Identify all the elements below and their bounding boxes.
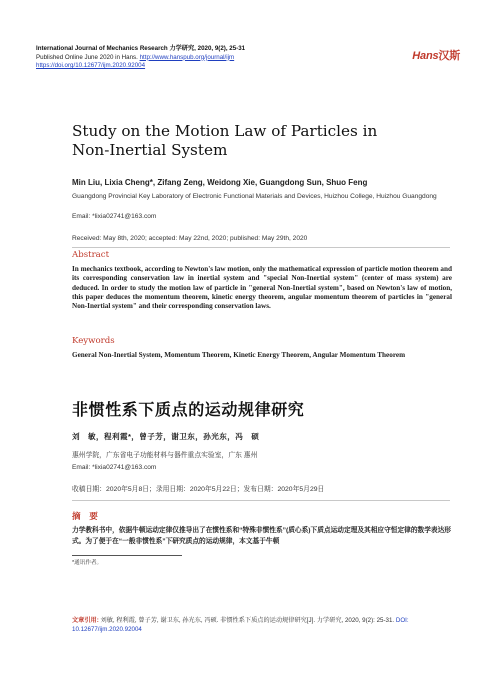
cn-title: 非惯性系下质点的运动规律研究	[72, 402, 305, 419]
keywords-text: General Non-Inertial System, Momentum Theorem, Kinetic Energy Theorem, Angular Momentum Theorem	[72, 351, 406, 359]
email: Email: *lixia02741@163.com	[72, 213, 157, 220]
logo-text: Hans	[412, 50, 439, 62]
journal-url-link[interactable]: http://www.hanspub.org/journal/ijm	[139, 53, 235, 61]
divider	[72, 247, 450, 248]
received-dates: Received: May 8th, 2020; accepted: May 22nd, 2020; published: May 29th, 2020	[72, 235, 308, 242]
title-line-2: Non-Inertial System	[72, 141, 228, 159]
affiliation: Guangdong Provincial Key Laboratory of Electronic Functional Materials and Devices, Huizhou College, Huizhou Guangdong	[72, 193, 437, 200]
footnote-divider	[72, 555, 182, 556]
paper-title	[72, 122, 452, 160]
citation-label: 文章引用:	[72, 617, 99, 624]
cn-abstract-text: 力学教科书中，依据牛顿运动定律仅推导出了在惯性系和“特殊非惯性系”(质心系)下质点运动定理及其相应守恒定律的数学表达形式。为了便于在“一般非惯性系”下研究质点的运动规律，本文基于牛顿	[72, 527, 451, 545]
doi-link[interactable]: https://doi.org/10.12677/ijm.2020.92004	[36, 62, 146, 70]
citation-text: 刘敏, 程利霞, 曾子芳, 谢卫东, 孙光东, 冯硕. 非惯性系下质点的运动规律研究[J]. 力学研究, 2020, 9(2): 25-31.	[100, 617, 395, 624]
logo-cn-text: 汉斯	[438, 50, 460, 62]
authors: Min Liu, Lixia Cheng*, Zifang Zeng, Weidong Xie, Guangdong Sun, Shuo Feng	[72, 178, 368, 187]
abstract-heading: Abstract	[72, 250, 110, 260]
footnote: *通讯作者。	[72, 560, 103, 566]
journal-header	[36, 45, 439, 71]
cn-abstract-heading: 摘 要	[72, 512, 98, 522]
cn-dates: 收稿日期：2020年5月8日；录用日期：2020年5月22日；发布日期：2020年5月29日	[72, 486, 325, 493]
cn-authors: 刘 敏，程利霞*，曾子芳，谢卫东，孙光东，冯 硕	[72, 432, 260, 441]
citation	[72, 617, 457, 634]
cn-divider	[72, 500, 450, 501]
cn-email: Email: *lixia02741@163.com	[72, 464, 157, 471]
journal-name: International Journal of Mechanics Research	[36, 45, 168, 52]
keywords-heading: Keywords	[72, 336, 115, 346]
journal-cn-info: 力学研究, 2020, 9(2), 25-31	[169, 45, 246, 52]
published-prefix: Published Online June 2020 in Hans.	[36, 53, 138, 61]
hans-logo	[412, 47, 460, 63]
citation-doi[interactable]: DOI: 10.12677/ijm.2020.92004	[72, 617, 409, 633]
cn-affiliation: 惠州学院，广东省电子功能材料与器件重点实验室，广东 惠州	[72, 452, 258, 459]
title-line-1: Study on the Motion Law of Particles in	[72, 122, 378, 140]
abstract-text: In mechanics textbook, according to Newton's law motion, only the mathematical expression of particle motion theorem and its corresponding conservation law in inertial system and "special Non-Inertial system" (center of mass system) are deduced. In order to study the motion law of particle in "general Non-Inertial system", based on Newton's law of motion, this paper deduces the momentum theorem, kinetic energy theorem, angular momentum theorem of particles in "general Non-Inertial system" and their corresponding conservation laws.	[72, 265, 452, 311]
